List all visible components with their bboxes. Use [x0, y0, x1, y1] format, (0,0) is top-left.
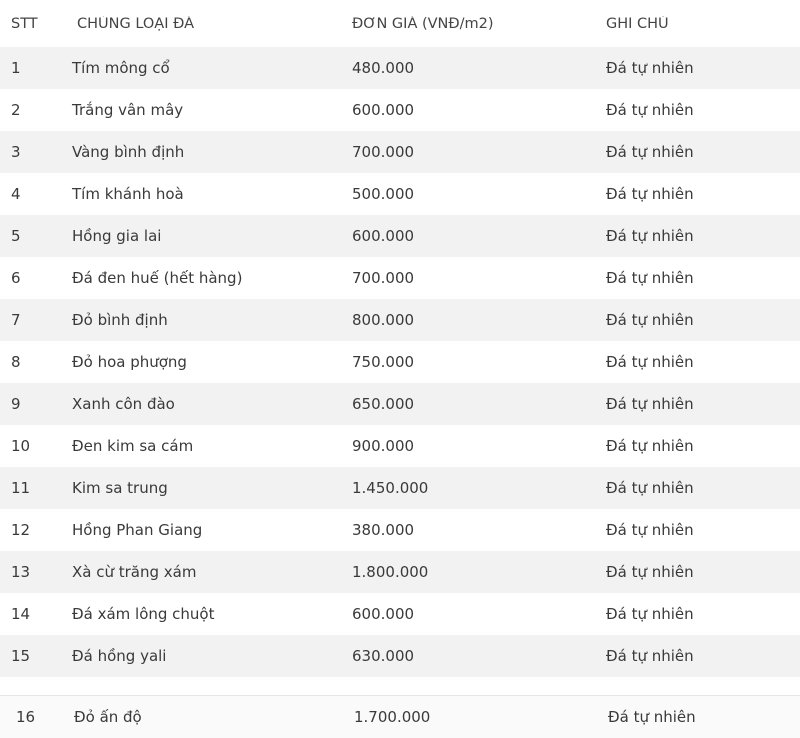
table-row — [0, 467, 800, 509]
header-stt: STT — [11, 15, 38, 32]
table-row — [0, 635, 800, 677]
cell-stone-type: Xanh côn đào — [72, 395, 175, 413]
cell-stone-type: Đỏ ấn độ — [74, 708, 142, 726]
cell-stone-type: Hồng Phan Giang — [72, 521, 203, 539]
table-row — [0, 551, 800, 593]
cell-unit-price: 800.000 — [352, 311, 415, 329]
header-stone-type: CHỦNG LOẠI ĐÁ — [77, 15, 195, 32]
cell-stone-type: Kim sa trung — [72, 479, 168, 497]
cell-stt: 12 — [11, 521, 31, 539]
cell-note: Đá tự nhiên — [606, 143, 694, 161]
cell-unit-price: 480.000 — [352, 59, 415, 77]
table-header — [0, 0, 800, 47]
table-row — [0, 341, 800, 383]
cell-note: Đá tự nhiên — [606, 437, 694, 455]
cell-note: Đá tự nhiên — [606, 647, 694, 665]
cell-stt: 4 — [11, 185, 21, 203]
cell-stt: 1 — [11, 59, 21, 77]
cell-stone-type: Đen kim sa cám — [72, 437, 194, 455]
cell-unit-price: 900.000 — [352, 437, 415, 455]
cell-stt: 9 — [11, 395, 21, 413]
cell-stt: 6 — [11, 269, 21, 287]
cell-stt: 15 — [11, 647, 31, 665]
cell-stt: 11 — [11, 479, 31, 497]
cell-note: Đá tự nhiên — [606, 353, 694, 371]
cell-stone-type: Xà cừ trăng xám — [72, 563, 197, 581]
cell-stone-type: Hồng gia lai — [72, 227, 162, 245]
cell-stt: 14 — [11, 605, 31, 623]
table-row — [0, 593, 800, 635]
cell-unit-price: 380.000 — [352, 521, 415, 539]
cell-stone-type: Đỏ bình định — [72, 311, 168, 329]
cell-note: Đá tự nhiên — [606, 395, 694, 413]
cell-unit-price: 650.000 — [352, 395, 415, 413]
header-note: GHI CHÚ — [606, 15, 669, 32]
table-body — [0, 47, 800, 677]
cell-note: Đá tự nhiên — [606, 269, 694, 287]
cell-note: Đá tự nhiên — [606, 521, 694, 539]
cell-stone-type: Đỏ hoa phượng — [72, 353, 187, 371]
table-row — [0, 173, 800, 215]
cell-note: Đá tự nhiên — [606, 479, 694, 497]
cell-stt: 5 — [11, 227, 21, 245]
cell-note: Đá tự nhiên — [606, 227, 694, 245]
cell-note: Đá tự nhiên — [606, 311, 694, 329]
table-row — [0, 257, 800, 299]
cell-unit-price: 750.000 — [352, 353, 415, 371]
cell-stt: 8 — [11, 353, 21, 371]
cell-stone-type: Trắng vân mây — [72, 101, 184, 119]
cell-unit-price: 1.800.000 — [352, 563, 429, 581]
cell-note: Đá tự nhiên — [608, 708, 696, 726]
cell-unit-price: 630.000 — [352, 647, 415, 665]
table-row — [0, 215, 800, 257]
cell-stone-type: Đá xám lông chuột — [72, 605, 215, 623]
cell-unit-price: 1.450.000 — [352, 479, 429, 497]
cell-note: Đá tự nhiên — [606, 101, 694, 119]
table-row-detached — [0, 695, 800, 738]
table-row — [0, 383, 800, 425]
table-row — [0, 47, 800, 89]
table-row — [0, 425, 800, 467]
cell-unit-price: 500.000 — [352, 185, 415, 203]
cell-stt: 10 — [11, 437, 31, 455]
table-row — [0, 299, 800, 341]
cell-stone-type: Tím mông cổ — [72, 59, 170, 77]
cell-unit-price: 700.000 — [352, 269, 415, 287]
cell-unit-price: 600.000 — [352, 605, 415, 623]
cell-note: Đá tự nhiên — [606, 59, 694, 77]
cell-stt: 7 — [11, 311, 21, 329]
cell-note: Đá tự nhiên — [606, 563, 694, 581]
cell-stone-type: Vàng bình định — [72, 143, 185, 161]
table-row — [0, 131, 800, 173]
cell-note: Đá tự nhiên — [606, 185, 694, 203]
cell-stt: 2 — [11, 101, 21, 119]
cell-stone-type: Tím khánh hoà — [72, 185, 184, 203]
cell-stt: 13 — [11, 563, 31, 581]
table-row — [0, 509, 800, 551]
header-unit-price: ĐƠN GIÁ (VNĐ/m2) — [352, 15, 494, 32]
cell-unit-price: 600.000 — [352, 227, 415, 245]
table-row — [0, 89, 800, 131]
cell-stone-type: Đá hồng yali — [72, 647, 167, 665]
cell-stt: 16 — [16, 708, 36, 726]
cell-unit-price: 700.000 — [352, 143, 415, 161]
cell-stt: 3 — [11, 143, 21, 161]
cell-stone-type: Đá đen huế (hết hàng) — [72, 269, 243, 287]
cell-note: Đá tự nhiên — [606, 605, 694, 623]
cell-unit-price: 1.700.000 — [354, 708, 431, 726]
cell-unit-price: 600.000 — [352, 101, 415, 119]
